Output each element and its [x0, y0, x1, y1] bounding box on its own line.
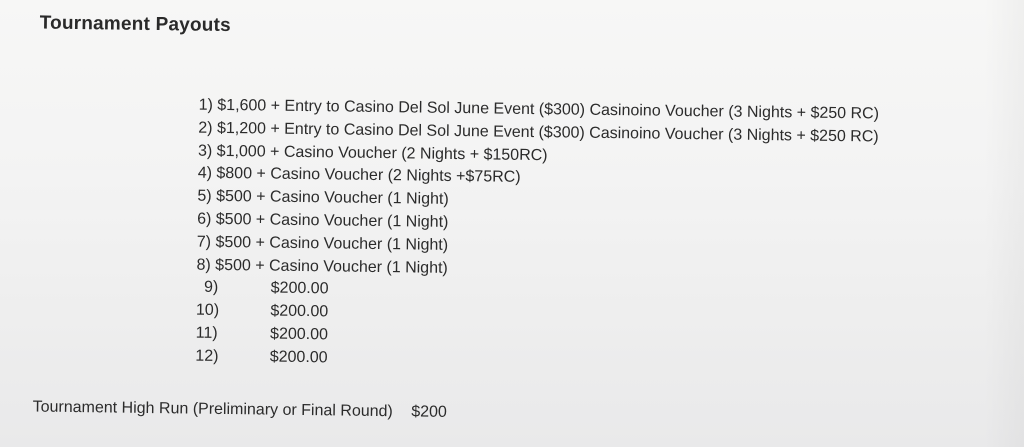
payout-place: 5): [197, 187, 212, 205]
high-run-amount: $200: [411, 403, 447, 421]
payout-text: $200.00: [269, 325, 329, 344]
payout-place: 4): [197, 164, 213, 183]
payout-place: 3): [197, 142, 213, 160]
payout-place: 6): [197, 210, 212, 228]
payout-text: $800 + Casino Voucher (2 Nights +$75RC): [216, 165, 521, 187]
payout-place: 11): [195, 324, 218, 342]
high-run-line: [33, 398, 447, 421]
payout-text: $1,000 + Casino Voucher (2 Nights + $150RC): [216, 142, 548, 164]
payout-text: $1,600 + Entry to Casino Del Sol June Event ($300) Casinoino Voucher (3 Nights + $250 RC): [217, 96, 880, 123]
payout-place: 10): [195, 301, 220, 320]
payout-text: $500 + Casino Voucher (1 Night): [215, 256, 448, 277]
payout-place: 7): [196, 233, 212, 251]
payout-text: $200.00: [270, 302, 329, 321]
payout-place: 2): [198, 119, 213, 137]
payout-text: $500 + Casino Voucher (1 Night): [215, 233, 449, 254]
page-title: Tournament Payouts: [39, 12, 231, 37]
payout-place: 1): [198, 96, 213, 114]
payout-place: 9): [203, 279, 219, 297]
payout-place: 8): [196, 256, 211, 274]
payout-text: $200.00: [270, 279, 329, 298]
high-run-label: Tournament High Run (Preliminary or Final Round): [32, 398, 393, 421]
payout-place: 12): [195, 347, 219, 365]
payout-text: $500 + Casino Voucher (1 Night): [216, 188, 449, 209]
paper-edge-shadow: [984, 0, 1024, 447]
payout-text: $500 + Casino Voucher (1 Night): [215, 210, 449, 231]
payout-text: $1,200 + Entry to Casino Del Sol June Event ($300) Casinoino Voucher (3 Nights + $250 RC): [216, 119, 879, 146]
payout-text: $200.00: [269, 348, 328, 367]
payout-list: [195, 95, 879, 377]
